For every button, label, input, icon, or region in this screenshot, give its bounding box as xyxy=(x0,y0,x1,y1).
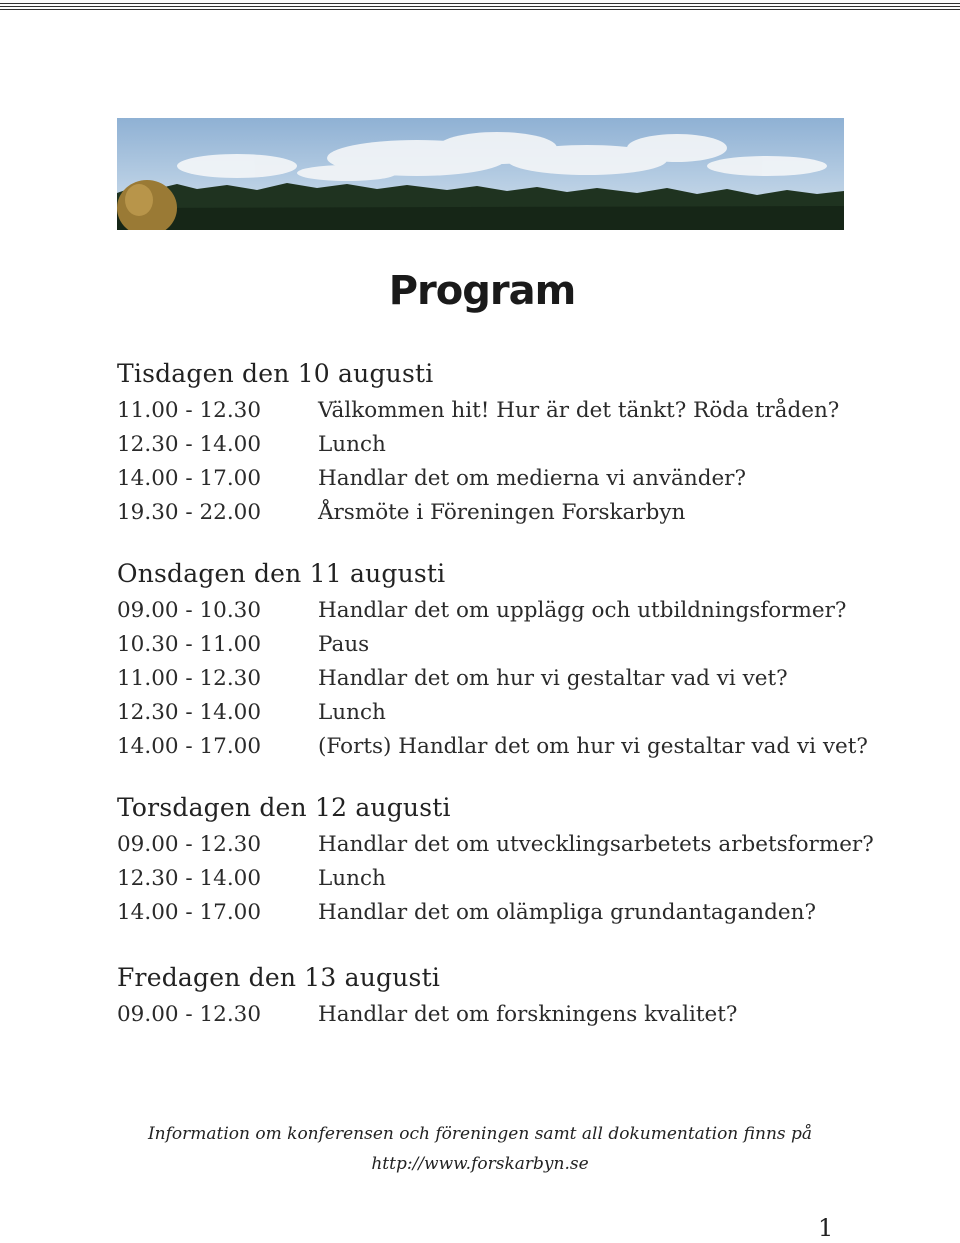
schedule-row xyxy=(117,394,897,428)
time-slot: 10.30 - 11.00 xyxy=(117,632,262,657)
schedule-row xyxy=(117,462,897,496)
landscape-banner-image xyxy=(117,118,844,230)
time-slot: 12.30 - 14.00 xyxy=(117,700,262,725)
day-heading: Fredagen den 13 augusti xyxy=(117,963,441,992)
activity: Välkommen hit! Hur är det tänkt? Röda tråden? xyxy=(318,398,840,423)
day-heading: Tisdagen den 10 augusti xyxy=(117,359,434,388)
day-heading: Onsdagen den 11 augusti xyxy=(117,559,446,588)
page-title: Program xyxy=(388,268,576,314)
day-section xyxy=(117,958,897,1032)
schedule-row xyxy=(117,998,897,1032)
time-slot: 12.30 - 14.00 xyxy=(117,866,262,891)
schedule-row xyxy=(117,896,897,930)
activity: Årsmöte i Föreningen Forskarbyn xyxy=(318,500,686,525)
time-slot: 12.30 - 14.00 xyxy=(117,432,262,457)
time-slot: 11.00 - 12.30 xyxy=(117,398,262,423)
activity: Lunch xyxy=(318,700,386,725)
activity: Handlar det om upplägg och utbildningsformer? xyxy=(318,598,847,623)
header-rules xyxy=(0,3,960,12)
activity: (Forts) Handlar det om hur vi gestaltar vad vi vet? xyxy=(318,734,868,759)
activity: Handlar det om hur vi gestaltar vad vi vet? xyxy=(318,666,788,691)
day-section xyxy=(117,788,897,930)
schedule-row xyxy=(117,594,897,628)
time-slot: 19.30 - 22.00 xyxy=(117,500,262,525)
schedule-row xyxy=(117,696,897,730)
time-slot: 14.00 - 17.00 xyxy=(117,466,262,491)
day-section xyxy=(117,354,897,530)
schedule-row xyxy=(117,828,897,862)
activity: Paus xyxy=(318,632,370,657)
schedule-row xyxy=(117,862,897,896)
activity: Lunch xyxy=(318,866,386,891)
time-slot: 14.00 - 17.00 xyxy=(117,734,262,759)
website-link[interactable]: http://www.forskarbyn.se xyxy=(371,1154,589,1174)
schedule-row xyxy=(117,628,897,662)
activity: Handlar det om medierna vi använder? xyxy=(318,466,746,491)
time-slot: 09.00 - 12.30 xyxy=(117,1002,262,1027)
program-schedule xyxy=(117,354,897,1032)
schedule-row xyxy=(117,496,897,530)
schedule-row xyxy=(117,662,897,696)
activity: Lunch xyxy=(318,432,386,457)
time-slot: 14.00 - 17.00 xyxy=(117,900,262,925)
time-slot: 11.00 - 12.30 xyxy=(117,666,262,691)
day-section xyxy=(117,554,897,764)
schedule-row xyxy=(117,428,897,462)
activity: Handlar det om forskningens kvalitet? xyxy=(318,1002,738,1027)
day-heading: Torsdagen den 12 augusti xyxy=(117,793,451,822)
footer-text: Information om konferensen och föreningen samt all dokumentation finns på xyxy=(147,1124,813,1144)
time-slot: 09.00 - 10.30 xyxy=(117,598,262,623)
schedule-row xyxy=(117,730,897,764)
activity: Handlar det om olämpliga grundantaganden? xyxy=(318,900,816,925)
page-number: 1 xyxy=(818,1214,834,1242)
time-slot: 09.00 - 12.30 xyxy=(117,832,262,857)
footer-info xyxy=(0,1119,960,1179)
activity: Handlar det om utvecklingsarbetets arbetsformer? xyxy=(318,832,874,857)
